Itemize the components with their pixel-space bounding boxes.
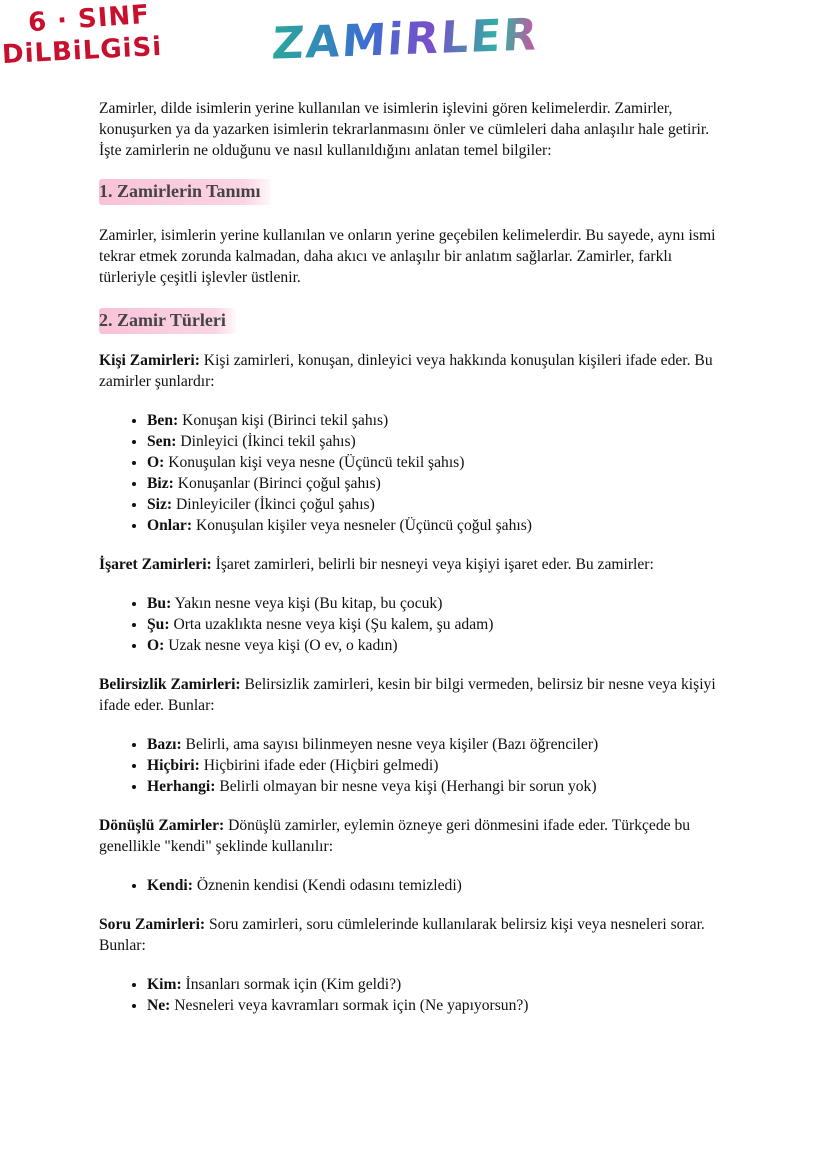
pronoun-group-text: Kişi zamirleri, konuşan, dinleyici veya hakkında konuşulan kişileri ifade eder. Bu zamirler şunlardır: <box>99 352 713 390</box>
pronoun-list <box>99 974 729 1016</box>
list-item <box>147 494 729 515</box>
pronoun-term: Kendi: <box>147 877 193 894</box>
section2-heading: 2. Zamir Türleri <box>99 308 236 334</box>
list-item <box>147 635 729 656</box>
pronoun-term: Biz: <box>147 475 174 492</box>
pronoun-type-groups <box>99 350 729 1016</box>
pronoun-explanation: Belirli, ama sayısı bilinmeyen nesne veya kişiler (Bazı öğrenciler) <box>181 736 599 753</box>
pronoun-term: Sen: <box>147 433 177 450</box>
pronoun-explanation: Uzak nesne veya kişi (O ev, o kadın) <box>164 637 398 654</box>
pronoun-explanation: Yakın nesne veya kişi (Bu kitap, bu çocuk) <box>171 595 443 612</box>
pronoun-group-text: Soru zamirleri, soru cümlelerinde kullanılarak belirsiz kişi veya nesneleri sorar. Bunlar: <box>99 916 705 954</box>
pronoun-group-text: Dönüşlü zamirler, eylemin özneye geri dönmesini ifade eder. Türkçede bu genellikle "kendi" şeklinde kullanılır: <box>99 817 691 855</box>
list-item <box>147 593 729 614</box>
pronoun-term: Ne: <box>147 997 171 1014</box>
list-item <box>147 974 729 995</box>
pronoun-explanation: Dinleyiciler (İkinci çoğul şahıs) <box>172 496 375 513</box>
list-item <box>147 431 729 452</box>
pronoun-group-text: İşaret zamirleri, belirli bir nesneyi veya kişiyi işaret eder. Bu zamirler: <box>211 556 654 573</box>
pronoun-explanation: Öznenin kendisi (Kendi odasını temizledi) <box>192 877 462 894</box>
pronoun-explanation: Nesneleri veya kavramları sormak için (Ne yapıyorsun?) <box>170 997 529 1014</box>
list-item <box>147 452 729 473</box>
document-body <box>99 98 729 1034</box>
pronoun-group-text: Belirsizlik zamirleri, kesin bir bilgi vermeden, belirsiz bir nesne veya kişiyi ifade eder. Bunlar: <box>99 676 716 714</box>
pronoun-group-title: İşaret Zamirleri: <box>99 556 212 573</box>
section1-paragraph: Zamirler, isimlerin yerine kullanılan ve onların yerine geçebilen kelimelerdir. Bu sayede, aynı ismi tekrar etmek zorunda kalmadan, daha akıcı ve anlaşılır bir anlatım sağlarlar. Zamirler, farklı türleriyle çeşitli işlevler üstlenir. <box>99 227 716 286</box>
list-item <box>147 995 729 1016</box>
pronoun-term: O: <box>147 637 165 654</box>
pronoun-explanation: Konuşanlar (Birinci çoğul şahıs) <box>173 475 381 492</box>
list-item <box>147 473 729 494</box>
list-item <box>147 875 729 896</box>
pronoun-group-description <box>99 815 729 857</box>
list-item <box>147 410 729 431</box>
pronoun-group-title: Kişi Zamirleri: <box>99 352 200 369</box>
pronoun-explanation: Belirli olmayan bir nesne veya kişi (Herhangi bir sorun yok) <box>215 778 597 795</box>
pronoun-term: Kim: <box>147 976 182 993</box>
list-item <box>147 776 729 797</box>
pronoun-group-description <box>99 350 729 392</box>
pronoun-list <box>99 593 729 656</box>
handwritten-page-title: ZAMiRLER <box>270 9 541 70</box>
list-item <box>147 614 729 635</box>
pronoun-explanation: Orta uzaklıkta nesne veya kişi (Şu kalem, şu adam) <box>169 616 494 633</box>
pronoun-term: Siz: <box>147 496 173 513</box>
pronoun-term: Şu: <box>147 616 170 633</box>
pronoun-group-description <box>99 554 729 575</box>
pronoun-group-description <box>99 914 729 956</box>
handwritten-grade-label: 6 · SINF <box>27 0 151 39</box>
pronoun-group-title: Dönüşlü Zamirler: <box>99 817 225 834</box>
pronoun-list <box>99 734 729 797</box>
pronoun-term: Bu: <box>147 595 172 612</box>
pronoun-term: Onlar: <box>147 517 193 534</box>
pronoun-group-title: Belirsizlik Zamirleri: <box>99 676 241 693</box>
list-item <box>147 755 729 776</box>
pronoun-list <box>99 875 729 896</box>
pronoun-term: Herhangi: <box>147 778 216 795</box>
pronoun-term: Ben: <box>147 412 179 429</box>
intro-paragraph: Zamirler, dilde isimlerin yerine kullanılan ve isimlerin işlevini gören kelimelerdir. Zamirler, konuşurken ya da yazarken isimlerin tekrarlanmasını önler ve cümleleri daha anlaşılır hale getirir. İşte zamirlerin ne olduğunu ve nasıl kullanıldığını anlatan temel bilgiler: <box>99 100 710 159</box>
pronoun-explanation: Dinleyici (İkinci tekil şahıs) <box>176 433 356 450</box>
pronoun-explanation: Hiçbirini ifade eder (Hiçbiri gelmedi) <box>199 757 439 774</box>
pronoun-list <box>99 410 729 536</box>
pronoun-term: Bazı: <box>147 736 182 753</box>
pronoun-explanation: Konuşulan kişi veya nesne (Üçüncü tekil şahıs) <box>164 454 465 471</box>
section1-heading: 1. Zamirlerin Tanımı <box>99 179 271 205</box>
list-item <box>147 515 729 536</box>
pronoun-term: Hiçbiri: <box>147 757 200 774</box>
pronoun-group-description <box>99 674 729 716</box>
handwritten-subject-label: DiLBiLGiSi <box>1 31 163 71</box>
pronoun-explanation: İnsanları sormak için (Kim geldi?) <box>181 976 402 993</box>
pronoun-explanation: Konuşan kişi (Birinci tekil şahıs) <box>178 412 389 429</box>
pronoun-term: O: <box>147 454 165 471</box>
pronoun-group-title: Soru Zamirleri: <box>99 916 206 933</box>
list-item <box>147 734 729 755</box>
pronoun-explanation: Konuşulan kişiler veya nesneler (Üçüncü çoğul şahıs) <box>192 517 532 534</box>
